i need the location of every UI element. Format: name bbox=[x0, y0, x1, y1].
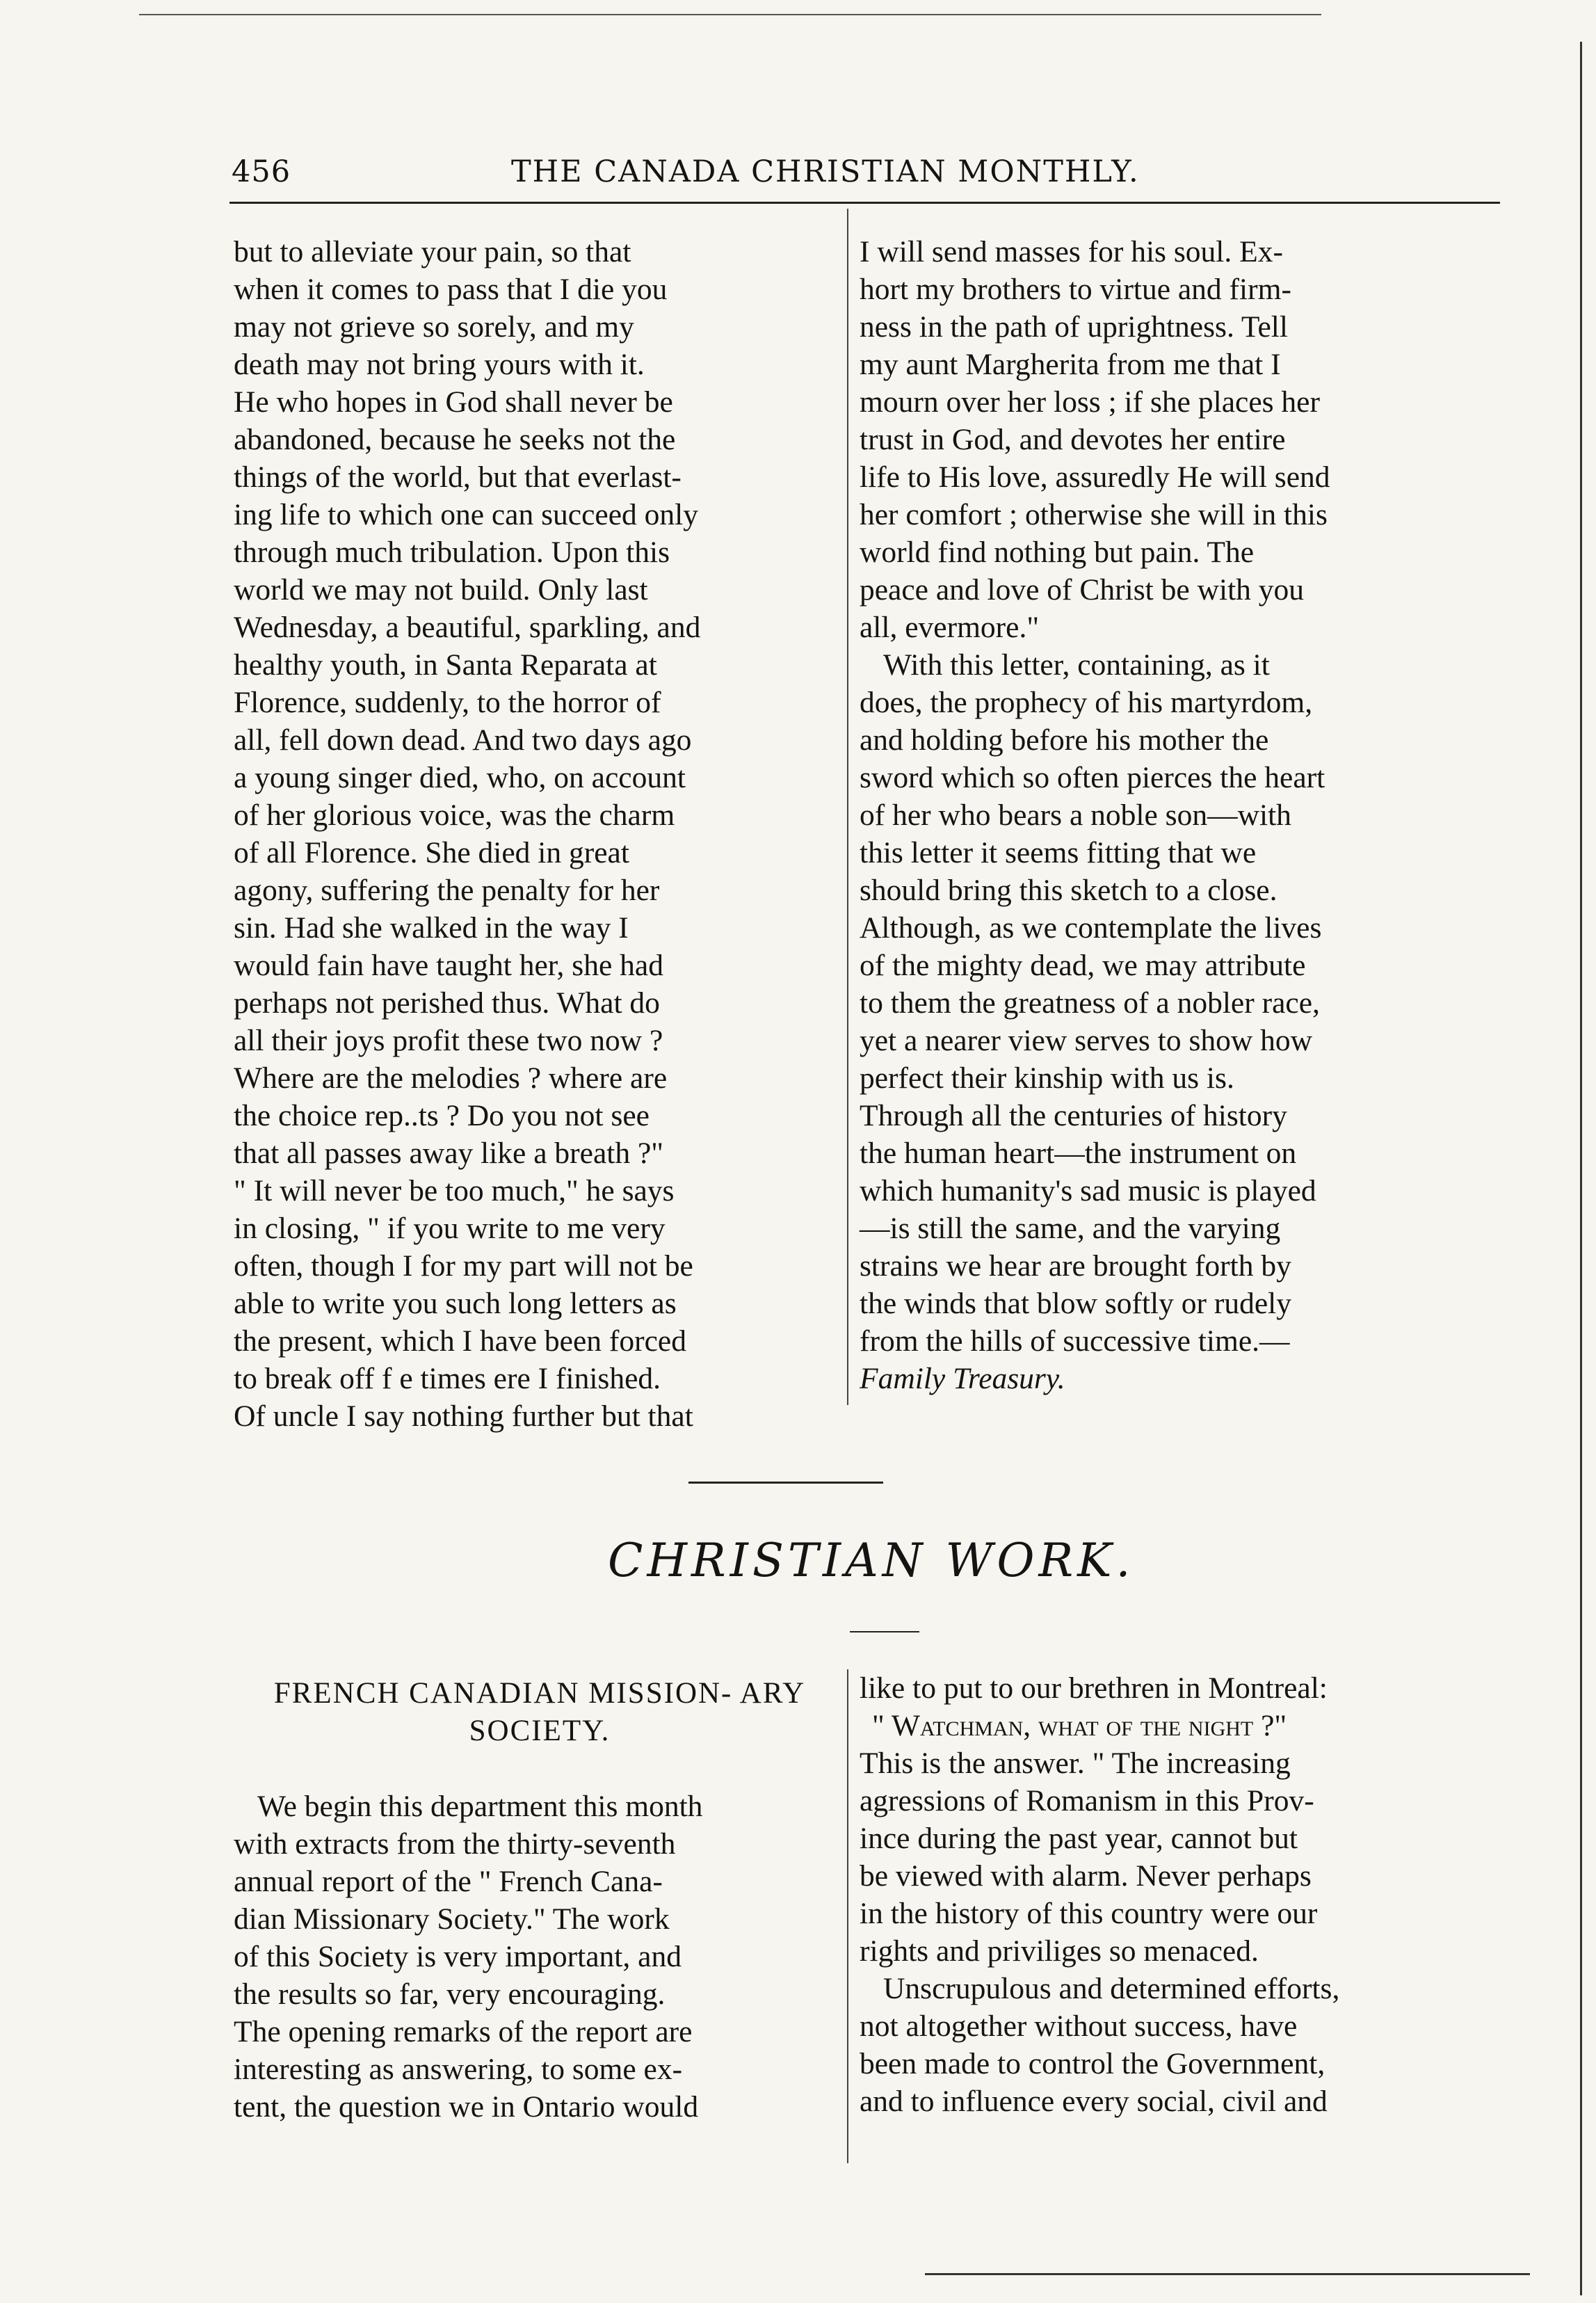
text-line: of this Society is very important, and bbox=[234, 1940, 682, 1973]
text-line: world find nothing but pain. The bbox=[860, 536, 1255, 569]
text-line: ing life to which one can succeed only bbox=[234, 498, 698, 531]
top-edge-rule bbox=[139, 14, 1321, 15]
text-line: hort my brothers to virtue and firm- bbox=[860, 273, 1291, 306]
text-line: through much tribulation. Upon this bbox=[234, 536, 670, 569]
text-line: in closing, " if you write to me very bbox=[234, 1212, 666, 1245]
text-line: been made to control the Government, bbox=[860, 2047, 1325, 2080]
text-line: yet a nearer view serves to show how bbox=[860, 1024, 1313, 1057]
text-line: does, the prophecy of his martyrdom, bbox=[860, 686, 1313, 719]
text-line: agony, suffering the penalty for her bbox=[234, 874, 660, 907]
text-line: dian Missionary Society." The work bbox=[234, 1902, 670, 1936]
text-line: would fain have taught her, she had bbox=[234, 949, 663, 982]
text-line: perfect their kinship with us is. bbox=[860, 1061, 1234, 1095]
left-column-text bbox=[234, 233, 839, 1435]
text-line: Through all the centuries of history bbox=[860, 1099, 1287, 1132]
text-line: agressions of Romanism in this Prov- bbox=[860, 1784, 1314, 1817]
text-line: her comfort ; otherwise she will in this bbox=[860, 498, 1328, 531]
text-line: The opening remarks of the report are bbox=[234, 2015, 693, 2048]
text-line: —is still the same, and the varying bbox=[860, 1212, 1281, 1245]
text-line: perhaps not perished thus. What do bbox=[234, 986, 660, 1020]
text-line: the human heart—the instrument on bbox=[860, 1137, 1297, 1170]
article-right-text bbox=[860, 1669, 1499, 2120]
text-line: in the history of this country were our bbox=[860, 1897, 1318, 1930]
text-line: to break off f e times ere I finished. bbox=[234, 1362, 661, 1395]
text-line: annual report of the " French Cana- bbox=[234, 1865, 663, 1898]
text-line: peace and love of Christ be with you bbox=[860, 573, 1305, 607]
text-line: a young singer died, who, on account bbox=[234, 761, 686, 794]
text-line: things of the world, but that everlast- bbox=[234, 460, 682, 494]
header-rule bbox=[229, 202, 1500, 204]
text-line: Wednesday, a beautiful, sparkling, and bbox=[234, 611, 701, 644]
bottom-edge-rule bbox=[925, 2273, 1530, 2275]
text-line: with extracts from the thirty-seventh bbox=[234, 1827, 676, 1861]
text-line: ince during the past year, cannot but bbox=[860, 1822, 1298, 1855]
text-line: Unscrupulous and determined efforts, bbox=[883, 1972, 1340, 2005]
text-line: mourn over her loss ; if she places her bbox=[860, 385, 1320, 419]
text-line: should bring this sketch to a close. bbox=[860, 874, 1277, 907]
text-line: able to write you such long letters as bbox=[234, 1287, 677, 1320]
article-left-text bbox=[234, 1788, 839, 2126]
text-line: the results so far, very encouraging. bbox=[234, 1977, 666, 2011]
text-line: sword which so often pierces the heart bbox=[860, 761, 1325, 794]
text-line: We begin this department this month bbox=[257, 1790, 703, 1823]
section-rule-top bbox=[688, 1482, 883, 1484]
text-line: strains we hear are brought forth by bbox=[860, 1249, 1291, 1283]
text-line: of her who bears a noble son—with bbox=[860, 799, 1291, 832]
article-heading-line-2: ARY SOCIETY. bbox=[469, 1677, 806, 1747]
text-line: Where are the melodies ? where are bbox=[234, 1061, 668, 1095]
text-line: but to alleviate your pain, so that bbox=[234, 235, 631, 268]
text-line: and holding before his mother the bbox=[860, 723, 1269, 757]
text-line: which humanity's sad music is played bbox=[860, 1174, 1316, 1207]
text-line: abandoned, because he seeks not the bbox=[234, 423, 676, 456]
text-line: of the mighty dead, we may attribute bbox=[860, 949, 1306, 982]
text-line: often, though I for my part will not be bbox=[234, 1249, 693, 1283]
text-line: this letter it seems fitting that we bbox=[860, 836, 1257, 869]
text-line: the choice rep..ts ? Do you not see bbox=[234, 1099, 650, 1132]
text-line: He who hopes in God shall never be bbox=[234, 385, 673, 419]
article-heading-line-1: FRENCH CANADIAN MISSION- bbox=[273, 1677, 733, 1710]
right-edge-rule bbox=[1580, 42, 1582, 2295]
text-line: I will send masses for his soul. Ex- bbox=[860, 235, 1283, 268]
text-line: the winds that blow softly or rudely bbox=[860, 1287, 1292, 1320]
section-rule-bottom bbox=[850, 1631, 919, 1632]
text-line: healthy youth, in Santa Reparata at bbox=[234, 648, 657, 682]
text-line: be viewed with alarm. Never perhaps bbox=[860, 1859, 1312, 1893]
text-line: to them the greatness of a nobler race, bbox=[860, 986, 1320, 1020]
article-right-line: like to put to our brethren in Montreal: bbox=[860, 1671, 1328, 1705]
page-number: 456 bbox=[232, 154, 291, 189]
text-line: of all Florence. She died in great bbox=[234, 836, 629, 869]
text-line: ness in the path of uprightness. Tell bbox=[860, 310, 1288, 344]
text-line: and to influence every social, civil and bbox=[860, 2085, 1328, 2118]
text-line: rights and priviliges so menaced. bbox=[860, 1934, 1259, 1968]
right-column-text bbox=[860, 233, 1499, 1397]
text-line: the present, which I have been forced bbox=[234, 1324, 686, 1358]
text-line: This is the answer. " The increasing bbox=[860, 1747, 1291, 1780]
text-line: trust in God, and devotes her entire bbox=[860, 423, 1286, 456]
text-line: tent, the question we in Ontario would bbox=[234, 2090, 699, 2124]
text-line: world we may not build. Only last bbox=[234, 573, 648, 607]
text-line: life to His love, assuredly He will send bbox=[860, 460, 1330, 494]
text-line: my aunt Margherita from me that I bbox=[860, 348, 1281, 381]
text-line: not altogether without success, have bbox=[860, 2009, 1298, 2043]
text-line: of her glorious voice, was the charm bbox=[234, 799, 675, 832]
text-line: Although, as we contemplate the lives bbox=[860, 911, 1322, 945]
column-divider-upper bbox=[847, 209, 848, 1405]
text-line: death may not bring yours with it. bbox=[234, 348, 645, 381]
watchman-quote: " Watchman, what of the night ?" bbox=[872, 1709, 1287, 1742]
running-title: THE CANADA CHRISTIAN MONTHLY. bbox=[511, 154, 1140, 189]
text-line: sin. Had she walked in the way I bbox=[234, 911, 629, 945]
text-line: all their joys profit these two now ? bbox=[234, 1024, 663, 1057]
text-line: Florence, suddenly, to the horror of bbox=[234, 686, 661, 719]
text-line: that all passes away like a breath ?" bbox=[234, 1137, 664, 1170]
article-heading bbox=[234, 1675, 846, 1750]
column-divider-lower bbox=[847, 1669, 848, 2163]
text-line: from the hills of successive time.— bbox=[860, 1324, 1290, 1358]
text-line: Of uncle I say nothing further but that bbox=[234, 1399, 693, 1433]
text-line: interesting as answering, to some ex- bbox=[234, 2053, 683, 2086]
section-title: CHRISTIAN WORK. bbox=[608, 1534, 1135, 1587]
text-line: With this letter, containing, as it bbox=[883, 648, 1270, 682]
text-line: all, evermore." bbox=[860, 611, 1040, 644]
text-line: all, fell down dead. And two days ago bbox=[234, 723, 692, 757]
text-line: " It will never be too much," he says bbox=[234, 1174, 675, 1207]
source-credit: Family Treasury. bbox=[860, 1362, 1065, 1395]
text-line: when it comes to pass that I die you bbox=[234, 273, 668, 306]
text-line: may not grieve so sorely, and my bbox=[234, 310, 634, 344]
